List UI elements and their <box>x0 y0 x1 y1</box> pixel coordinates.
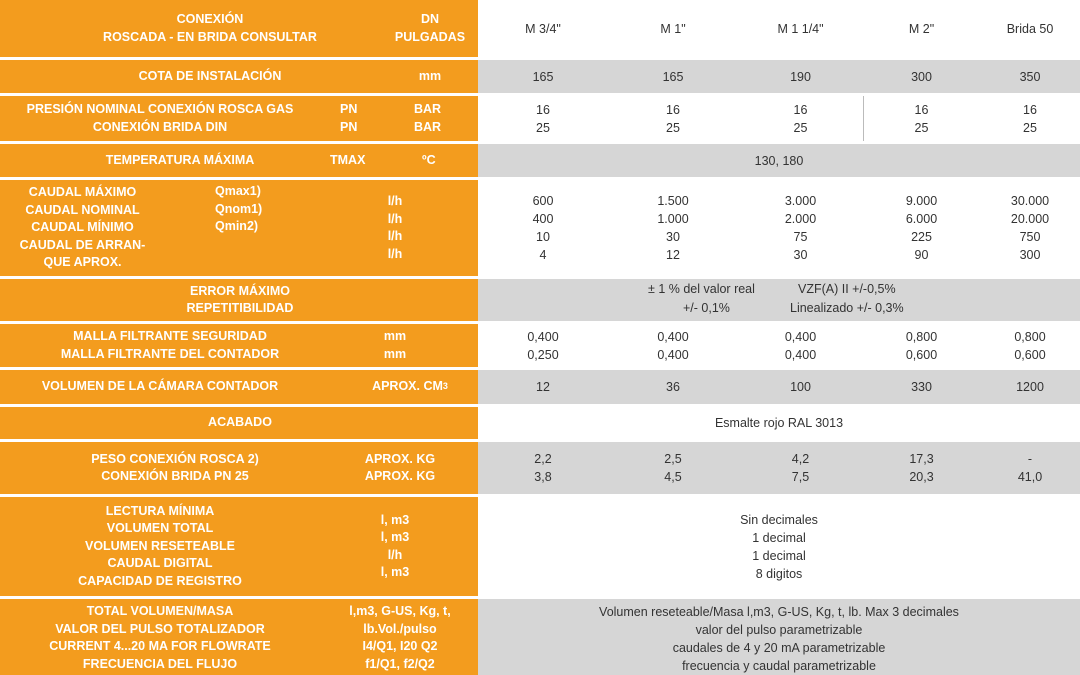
lectura-unit-line: l, m3 <box>380 565 410 579</box>
table-cell: Esmalte rojo RAL 3013 <box>714 416 844 430</box>
lectura-label <box>30 497 290 596</box>
presion-values <box>478 96 1080 141</box>
presion-symbol-line: PN <box>340 102 358 116</box>
table-cell <box>980 324 1080 367</box>
total-unit-line: I4/Q1, I20 Q2 <box>362 639 438 653</box>
table-cell <box>738 324 863 367</box>
cell-line: 41,0 <box>1017 470 1043 484</box>
table-cell <box>608 442 738 494</box>
lectura-values <box>478 497 1080 596</box>
cell-line: 400 <box>532 212 554 226</box>
cell-line: 0,400 <box>784 329 817 344</box>
volumen-left <box>0 370 478 404</box>
cota-label: COTA DE INSTALACIÓN <box>138 68 282 83</box>
cota-unit: mm <box>418 68 442 83</box>
presion-label <box>0 96 320 141</box>
cell-line: - <box>1027 452 1033 466</box>
lectura-label-line: CAPACIDAD DE REGISTRO <box>78 573 242 588</box>
cell-line: 20.000 <box>1010 212 1050 226</box>
malla-label-line: MALLA FILTRANTE SEGURIDAD <box>73 329 267 343</box>
caudal-unit-line: l/h <box>387 211 403 226</box>
caudal-values <box>478 180 1080 276</box>
volumen-label: VOLUMEN DE LA CÁMARA CONTADOR <box>41 379 279 394</box>
cell-line: 3,8 <box>534 470 552 484</box>
peso-label-line: PESO CONEXIÓN ROSCA 2) <box>91 451 259 466</box>
cell-line: 4 <box>539 248 547 262</box>
cell-line: 2,5 <box>664 452 682 466</box>
presion-unit <box>414 96 474 141</box>
acabado-left <box>0 407 478 439</box>
error-label-line: ERROR MÁXIMO <box>190 283 290 298</box>
temperatura-left <box>0 144 478 177</box>
error-values <box>478 279 1080 321</box>
table-cell: 165 <box>662 69 684 84</box>
caudal-symbol-line: Qmin2) <box>215 219 259 233</box>
table-cell <box>738 180 863 276</box>
cell-line: 16 <box>793 102 808 117</box>
header-columns <box>478 0 1080 57</box>
caudal-symbol-line: Qmax1) <box>215 184 261 198</box>
presion-label-line: CONEXIÓN BRIDA DIN <box>92 119 228 134</box>
table-cell <box>608 96 738 141</box>
cell-line: 17,3 <box>909 452 934 466</box>
error-label <box>90 279 390 321</box>
cell-line: 0,800 <box>1014 329 1046 344</box>
acabado-label: ACABADO <box>208 415 272 430</box>
lectura-unit-line: l, m3 <box>380 530 410 544</box>
temperatura-symbol: TMAX <box>330 152 366 167</box>
table-cell <box>608 324 738 367</box>
peso-label-line: CONEXIÓN BRIDA PN 25 <box>101 469 249 483</box>
cell-line: Volumen reseteable/Masa l,m3, G-US, Kg, t, lb. Max 3 decimales <box>599 605 959 619</box>
volumen-values <box>478 370 1080 404</box>
table-cell <box>478 96 608 141</box>
volumen-unit-sup: 3 <box>442 381 448 392</box>
cell-line: 8 digitos <box>755 566 803 581</box>
cell-line: 0,400 <box>657 347 689 362</box>
malla-unit <box>375 324 415 367</box>
cell-line: 30 <box>793 248 808 262</box>
cell-line: 4,5 <box>664 470 682 484</box>
total-label-line: VALOR DEL PULSO TOTALIZADOR <box>55 621 265 636</box>
table-cell <box>608 180 738 276</box>
column-header: Brida 50 <box>1006 21 1054 36</box>
table-cell: 350 <box>1019 69 1041 84</box>
lectura-label-line: LECTURA MÍNIMA <box>105 503 215 518</box>
error-left <box>0 279 478 321</box>
cell-line: 0,250 <box>527 347 559 362</box>
total-row <box>0 599 1080 675</box>
total-unit-line: lb.Vol./pulso <box>363 621 437 636</box>
cell-line: 30 <box>666 230 680 244</box>
cell-line: 225 <box>911 230 932 244</box>
header-row <box>0 0 1080 57</box>
table-cell <box>980 96 1080 141</box>
cell-line: Sin decimales <box>740 512 818 527</box>
malla-values <box>478 324 1080 367</box>
column-header: M 2" <box>908 21 935 36</box>
column-header: M 3/4" <box>525 21 561 36</box>
peso-values <box>478 442 1080 494</box>
table-cell: 190 <box>790 69 811 84</box>
header-label <box>60 0 360 57</box>
lectura-unit <box>365 497 425 596</box>
peso-unit <box>345 442 455 494</box>
total-unit-line: l,m3, G-US, Kg, t, <box>349 604 451 618</box>
temperatura-unit: ºC <box>422 152 436 167</box>
peso-unit-line: APROX. KG <box>364 469 436 483</box>
total-label-line: TOTAL VOLUMEN/MASA <box>86 604 234 618</box>
table-cell <box>478 497 1080 596</box>
caudal-label-line: QUE APROX. <box>43 255 122 270</box>
cell-line: 1.000 <box>657 212 689 226</box>
presion-symbol <box>340 96 380 141</box>
lectura-label-line: VOLUMEN TOTAL <box>106 521 214 536</box>
malla-left <box>0 324 478 367</box>
cell-line: caudales de 4 y 20 mA parametrizable <box>672 641 886 655</box>
lectura-unit-line: l, m3 <box>380 512 410 527</box>
table-cell <box>478 180 608 276</box>
cell-line: 25 <box>536 120 550 135</box>
total-unit <box>330 599 470 675</box>
error-row <box>0 279 1080 321</box>
table-cell <box>738 96 863 141</box>
table-cell <box>738 442 863 494</box>
cell-line: 2,2 <box>534 452 552 466</box>
lectura-row <box>0 497 1080 596</box>
volumen-unit-text: APROX. CM <box>372 379 443 394</box>
error-value-b2: Linealizado +/- 0,3% <box>790 301 904 315</box>
peso-unit-line: APROX. KG <box>364 451 436 466</box>
presion-unit-line: BAR <box>414 102 442 116</box>
peso-label <box>50 442 300 494</box>
cell-line: 0,400 <box>784 347 817 362</box>
cell-line: 0,400 <box>527 329 559 344</box>
table-cell <box>863 180 980 276</box>
presion-symbol-line: PN <box>340 119 358 134</box>
total-left <box>0 599 478 675</box>
cell-line: valor del pulso parametrizable <box>695 623 863 637</box>
table-cell <box>478 442 608 494</box>
table-cell: 1200 <box>1016 380 1044 394</box>
table-cell: 100 <box>790 380 811 394</box>
cell-line: 600 <box>532 194 554 208</box>
table-cell: 130, 180 <box>754 153 804 168</box>
cell-line: 4,2 <box>791 452 810 466</box>
header-label-line: ROSCADA - EN BRIDA CONSULTAR <box>103 29 317 44</box>
caudal-symbol-line: Qnom1) <box>215 201 263 216</box>
cell-line: 3.000 <box>784 194 817 208</box>
cell-line: 6.000 <box>905 212 938 226</box>
cell-line: 20,3 <box>909 470 934 484</box>
cell-line: 16 <box>536 102 550 117</box>
cell-line: 16 <box>1023 102 1037 117</box>
cell-line: 7,5 <box>791 470 810 484</box>
volumen-unit <box>355 370 465 404</box>
caudal-unit <box>380 180 410 276</box>
caudal-unit-line: l/h <box>387 194 403 208</box>
malla-label <box>20 324 320 367</box>
caudal-symbol <box>215 180 295 276</box>
cell-line: 25 <box>793 120 808 135</box>
malla-unit-line: mm <box>383 346 407 361</box>
error-value-a2: +/- 0,1% <box>683 301 730 315</box>
cell-line: 10 <box>536 230 550 244</box>
caudal-left <box>0 180 478 276</box>
table-cell: 36 <box>666 380 680 394</box>
presion-unit-line: BAR <box>414 119 442 134</box>
header-unit <box>380 0 480 57</box>
presion-row <box>0 96 1080 141</box>
column-divider <box>863 96 864 141</box>
cota-row <box>0 60 1080 93</box>
cell-line: 25 <box>666 120 680 135</box>
cell-line: 30.000 <box>1010 194 1050 208</box>
cell-line: 90 <box>914 248 929 262</box>
total-label-line: FRECUENCIA DEL FLUJO <box>82 656 238 671</box>
volumen-row <box>0 370 1080 404</box>
cell-line: 0,800 <box>905 329 938 344</box>
cell-line: 16 <box>666 102 680 117</box>
header-unit-line: PULGADAS <box>394 29 466 44</box>
acabado-values <box>478 407 1080 439</box>
cell-line: 12 <box>666 248 680 262</box>
lectura-label-line: CAUDAL DIGITAL <box>107 556 213 571</box>
error-label-line: REPETITIBILIDAD <box>186 301 294 315</box>
cell-line: 9.000 <box>905 194 938 208</box>
cell-line: 1 decimal <box>752 530 806 545</box>
cell-line: 750 <box>1019 230 1041 244</box>
peso-row <box>0 442 1080 494</box>
cell-line: 0,600 <box>905 347 938 362</box>
table-cell <box>863 324 980 367</box>
header-unit-line: DN <box>420 12 440 26</box>
malla-label-line: MALLA FILTRANTE DEL CONTADOR <box>60 346 280 361</box>
total-label <box>20 599 300 675</box>
column-header: M 1 1/4" <box>777 21 824 36</box>
caudal-label-line: CAUDAL MÁXIMO <box>28 185 137 200</box>
lectura-label-line: VOLUMEN RESETEABLE <box>84 538 235 553</box>
caudal-unit-line: l/h <box>387 229 403 243</box>
cell-line: 2.000 <box>784 212 817 226</box>
column-header: M 1" <box>660 21 686 36</box>
error-value-b1: VZF(A) II +/-0,5% <box>798 282 896 296</box>
cell-line: frecuencia y caudal parametrizable <box>682 659 876 673</box>
table-cell: 300 <box>911 69 932 84</box>
malla-unit-line: mm <box>383 329 407 343</box>
table-cell: 330 <box>911 380 932 394</box>
cell-line: 0,600 <box>1014 347 1046 362</box>
header-label-line: CONEXIÓN <box>176 12 244 26</box>
error-value-a1: ± 1 % del valor real <box>648 282 755 296</box>
caudal-unit-line: l/h <box>387 246 403 261</box>
cell-line: 25 <box>1023 120 1037 135</box>
malla-row <box>0 324 1080 367</box>
cell-line: 1 decimal <box>752 548 806 563</box>
lectura-unit-line: l/h <box>387 547 403 562</box>
header-left <box>0 0 478 57</box>
table-cell <box>980 442 1080 494</box>
presion-label-line: PRESIÓN NOMINAL CONEXIÓN ROSCA GAS <box>26 102 294 116</box>
cell-line: 300 <box>1019 248 1041 262</box>
cota-values <box>478 60 1080 93</box>
cell-line: 75 <box>793 230 808 244</box>
table-cell: 165 <box>532 69 554 84</box>
table-cell: 12 <box>536 380 550 394</box>
table-cell <box>478 324 608 367</box>
lectura-left <box>0 497 478 596</box>
caudal-row <box>0 180 1080 276</box>
cell-line: 0,400 <box>657 329 689 344</box>
cell-line: 25 <box>914 120 929 135</box>
table-cell <box>478 599 1080 675</box>
acabado-row <box>0 407 1080 439</box>
total-unit-line: f1/Q1, f2/Q2 <box>365 656 435 671</box>
caudal-label-line: CAUDAL MÍNIMO <box>31 220 134 235</box>
cell-line: 16 <box>914 102 929 117</box>
cota-left <box>0 60 478 93</box>
total-values <box>478 599 1080 675</box>
table-cell <box>863 96 980 141</box>
temperatura-label: TEMPERATURA MÁXIMA <box>105 152 255 167</box>
caudal-label-line: CAUDAL DE ARRAN- <box>19 237 146 252</box>
table-cell <box>863 442 980 494</box>
table-cell <box>980 180 1080 276</box>
caudal-label <box>0 180 165 276</box>
temperatura-values <box>478 144 1080 177</box>
presion-left <box>0 96 478 141</box>
peso-left <box>0 442 478 494</box>
total-label-line: CURRENT 4...20 MA FOR FLOWRATE <box>49 639 271 653</box>
caudal-label-line: CAUDAL NOMINAL <box>25 202 140 217</box>
temperatura-row <box>0 144 1080 177</box>
cell-line: 1.500 <box>657 194 689 208</box>
